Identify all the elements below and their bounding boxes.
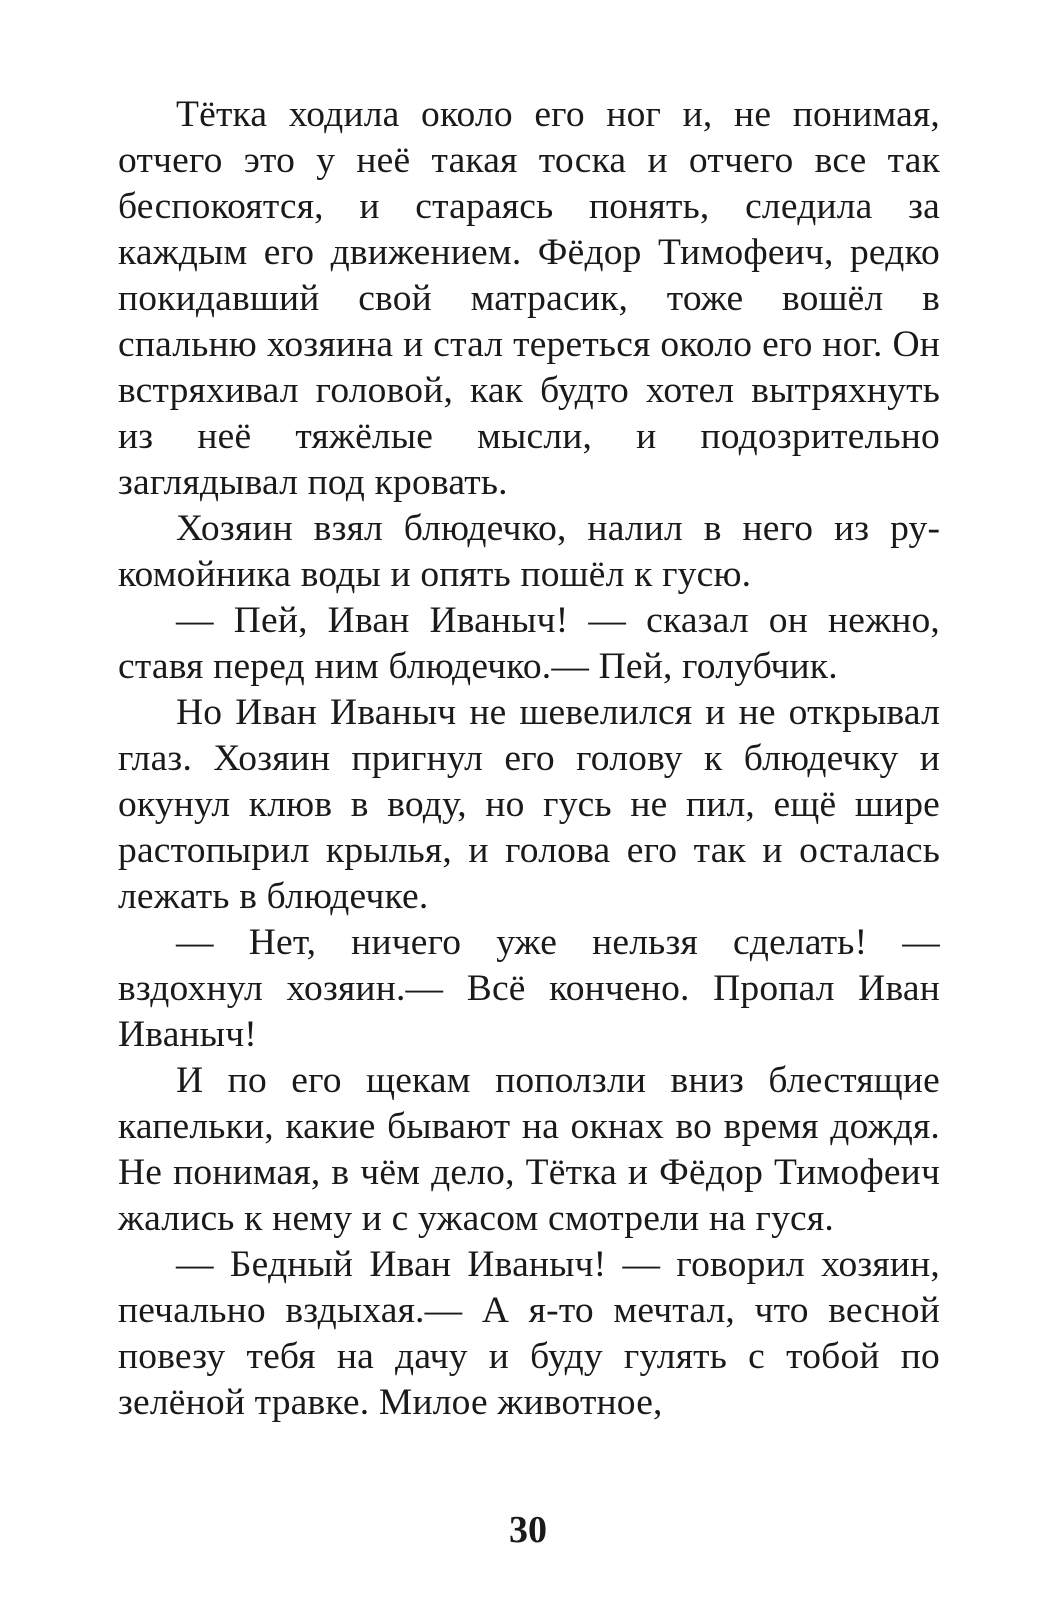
paragraph-4: Но Иван Иваныч не шевелился и не открывал глаз. Хозяин пригнул его голову к блюдечку и окунул клюв в воду, но гусь не пил, ещё шире растопырил крылья, и голова его так и осталась лежать в блюдечке. xyxy=(118,692,940,917)
page-body xyxy=(118,92,940,1426)
paragraph-6: И по его щекам поползли вниз блестящие капельки, какие бывают на окнах во время дождя. Не понимая, в чём дело, Тётка и Фёдор Тимофеич жались к нему и с ужасом смотрели на гуся. xyxy=(118,1060,940,1239)
paragraph-2: Хозяин взял блюдечко, налил в него из рукомойника воды и опять пошёл к гусю. xyxy=(118,508,940,595)
paragraph-3: — Пей, Иван Иваныч! — сказал он нежно, ставя перед ним блюдечко.— Пей, голубчик. xyxy=(118,600,940,687)
paragraph-7: — Бедный Иван Иваныч! — говорил хозяин, печально вздыхая.— А я-то мечтал, что весной повезу тебя на дачу и буду гулять с тобой по зелёной травке. Милое животное, xyxy=(118,1244,940,1423)
paragraph-5: — Нет, ничего уже нельзя сделать! — вздохнул хозяин.— Всё кончено. Пропал Иван Иваныч! xyxy=(118,922,940,1055)
paragraph-1: Тётка ходила около его ног и, не понимая, отчего это у неё такая тоска и отчего все так беспокоятся, и стараясь понять, следила за каждым его движением. Фёдор Тимофеич, редко покидавший свой матрасик, тоже вошёл в спальню хозяина и стал тереться около его ног. Он встряхивал головой, как будто хотел вытряхнуть из неё тяжёлые мысли, и подозрительно заглядывал под кровать. xyxy=(118,94,940,503)
page-number: 30 xyxy=(509,1509,547,1551)
